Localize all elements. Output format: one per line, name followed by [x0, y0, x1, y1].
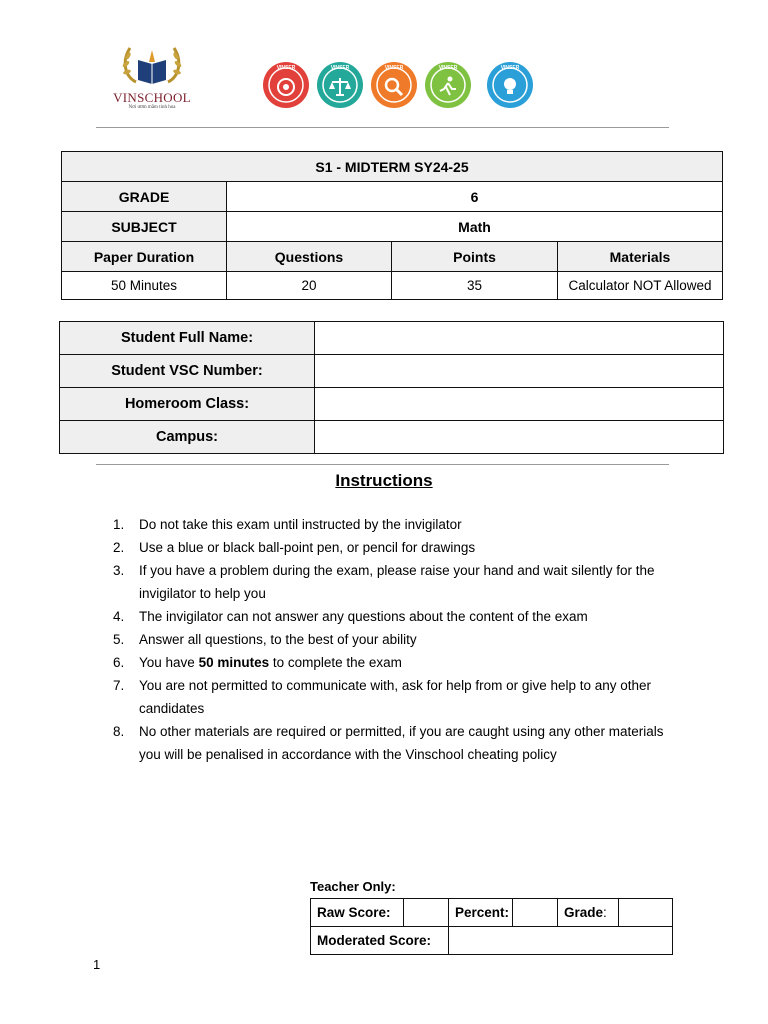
badge-label: VINSER	[330, 65, 350, 71]
moderated-score-label: Moderated Score:	[311, 927, 449, 955]
list-item	[113, 536, 673, 559]
duration-header: Paper Duration	[62, 242, 227, 272]
badge-label: VINSER	[500, 65, 520, 71]
student-vsc-field[interactable]	[315, 355, 724, 388]
item-number: 3.	[113, 563, 125, 578]
item-number: 1.	[113, 517, 125, 532]
item-text: Use a blue or black ball-point pen, or pencil for drawings	[139, 540, 476, 555]
instructions-list	[113, 513, 673, 766]
percent-label: Percent:	[449, 899, 513, 927]
grade-label: Grade	[564, 905, 604, 920]
badge-label: VINSER	[438, 65, 458, 71]
grade-field[interactable]	[619, 899, 673, 927]
points-value: 35	[392, 272, 558, 300]
item-number: 5.	[113, 632, 125, 647]
grade-label-cell	[558, 899, 619, 927]
item-number: 4.	[113, 609, 125, 624]
campus-label: Campus:	[60, 421, 315, 454]
magnifier-icon	[370, 61, 418, 109]
homeroom-label: Homeroom Class:	[60, 388, 315, 421]
questions-header: Questions	[227, 242, 392, 272]
subject-value: Math	[227, 212, 723, 242]
item-text-pre: You have	[139, 655, 199, 670]
item-text: If you have a problem during the exam, please raise your hand and wait silently for the invigilator to help you	[139, 563, 655, 601]
list-item	[113, 674, 673, 720]
student-info-table	[59, 321, 724, 454]
moderated-score-field[interactable]	[449, 927, 673, 955]
duration-value: 50 Minutes	[62, 272, 227, 300]
item-number: 7.	[113, 678, 125, 693]
teacher-only-title: Teacher Only:	[310, 879, 396, 894]
target-icon	[262, 61, 310, 109]
teacher-score-table	[310, 898, 673, 955]
item-text: The invigilator can not answer any questions about the content of the exam	[139, 609, 588, 624]
page-number: 1	[93, 957, 101, 972]
logo-name: VINSCHOOL	[113, 90, 191, 105]
student-name-label: Student Full Name:	[60, 322, 315, 355]
badge-label: VINSER	[276, 65, 296, 71]
scales-icon	[316, 61, 364, 109]
materials-value: Calculator NOT Allowed	[558, 272, 723, 300]
instructions-title: Instructions	[335, 471, 433, 490]
student-vsc-label: Student VSC Number:	[60, 355, 315, 388]
lightbulb-icon	[486, 61, 534, 109]
raw-score-label: Raw Score:	[311, 899, 404, 927]
instructions-divider	[96, 464, 669, 465]
item-number: 6.	[113, 655, 125, 670]
list-item	[113, 720, 673, 766]
questions-value: 20	[227, 272, 392, 300]
list-item	[113, 605, 673, 628]
laurel-book-icon	[106, 42, 198, 90]
item-text: Answer all questions, to the best of your ability	[139, 632, 417, 647]
campus-field[interactable]	[315, 421, 724, 454]
item-text-bold: 50 minutes	[198, 655, 270, 670]
student-name-field[interactable]	[315, 322, 724, 355]
grade-colon: :	[603, 905, 607, 920]
list-item	[113, 559, 673, 605]
item-number: 8.	[113, 724, 125, 739]
grade-label: GRADE	[62, 182, 227, 212]
percent-field[interactable]	[513, 899, 558, 927]
badge-label: VINSER	[384, 65, 404, 71]
subject-label: SUBJECT	[62, 212, 227, 242]
runner-icon	[424, 61, 472, 109]
list-item	[113, 628, 673, 651]
header-divider	[96, 127, 669, 128]
item-text-post: to complete the exam	[269, 655, 402, 670]
list-item	[113, 513, 673, 536]
homeroom-field[interactable]	[315, 388, 724, 421]
points-header: Points	[392, 242, 558, 272]
school-logo	[106, 42, 198, 114]
list-item	[113, 651, 673, 674]
exam-info-table	[61, 151, 723, 300]
grade-value: 6	[227, 182, 723, 212]
logo-tagline: Nơi ươm mầm tinh hoa	[128, 105, 176, 110]
materials-header: Materials	[558, 242, 723, 272]
item-text: You are not permitted to communicate with, ask for help from or give help to any other candidates	[139, 678, 652, 716]
item-number: 2.	[113, 540, 125, 555]
item-text: Do not take this exam until instructed by the invigilator	[139, 517, 462, 532]
raw-score-field[interactable]	[404, 899, 449, 927]
item-text: No other materials are required or permitted, if you are caught using any other materials you will be penalised in accordance with the Vinschool cheating policy	[139, 724, 664, 762]
exam-title: S1 - MIDTERM SY24-25	[62, 152, 723, 182]
